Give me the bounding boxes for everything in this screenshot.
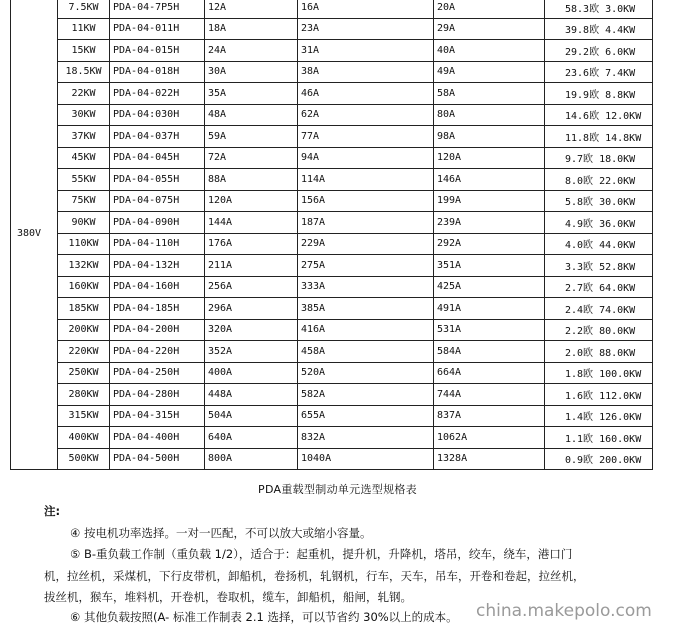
current-2-cell: 416A bbox=[298, 319, 434, 341]
current-1-cell: 176A bbox=[205, 233, 298, 255]
current-1-cell: 48A bbox=[205, 104, 298, 126]
power-cell: 11KW bbox=[58, 18, 110, 40]
current-2-cell: 520A bbox=[298, 362, 434, 384]
current-2-cell: 832A bbox=[298, 427, 434, 449]
current-3-cell: 837A bbox=[434, 405, 545, 427]
current-3-cell: 584A bbox=[434, 341, 545, 363]
resistor-cell: 8.0欧 22.0KW bbox=[545, 169, 653, 191]
power-cell: 315KW bbox=[58, 405, 110, 427]
current-1-cell: 320A bbox=[205, 319, 298, 341]
model-cell: PDA-04:030H bbox=[110, 104, 205, 126]
power-cell: 90KW bbox=[58, 212, 110, 234]
resistor-cell: 11.8欧 14.8KW bbox=[545, 126, 653, 148]
model-cell: PDA-04-220H bbox=[110, 341, 205, 363]
model-cell: PDA-04-132H bbox=[110, 255, 205, 277]
model-cell: PDA-04-400H bbox=[110, 427, 205, 449]
resistor-cell: 19.9欧 8.8KW bbox=[545, 83, 653, 105]
model-cell: PDA-04-037H bbox=[110, 126, 205, 148]
model-cell: PDA-04-022H bbox=[110, 83, 205, 105]
table-row bbox=[11, 190, 653, 212]
model-cell: PDA-04-075H bbox=[110, 190, 205, 212]
voltage-cell: 380V bbox=[11, 0, 58, 470]
table-row bbox=[11, 255, 653, 277]
current-2-cell: 46A bbox=[298, 83, 434, 105]
model-cell: PDA-04-7P5H bbox=[110, 0, 205, 18]
power-cell: 185KW bbox=[58, 298, 110, 320]
power-cell: 132KW bbox=[58, 255, 110, 277]
table-row bbox=[11, 233, 653, 255]
current-1-cell: 88A bbox=[205, 169, 298, 191]
current-3-cell: 20A bbox=[434, 0, 545, 18]
current-2-cell: 385A bbox=[298, 298, 434, 320]
note-item-3: ⑥ 其他负载按照(A- 标准工作制表 2.1 选择，可以节省约 30%以上的成本。 bbox=[70, 610, 458, 624]
resistor-cell: 14.6欧 12.0KW bbox=[545, 104, 653, 126]
current-2-cell: 16A bbox=[298, 0, 434, 18]
current-3-cell: 491A bbox=[434, 298, 545, 320]
table-row bbox=[11, 18, 653, 40]
resistor-cell: 9.7欧 18.0KW bbox=[545, 147, 653, 169]
table-row bbox=[11, 83, 653, 105]
table-row bbox=[11, 427, 653, 449]
resistor-cell: 3.3欧 52.8KW bbox=[545, 255, 653, 277]
resistor-cell: 58.3欧 3.0KW bbox=[545, 0, 653, 18]
current-3-cell: 98A bbox=[434, 126, 545, 148]
table-row bbox=[11, 362, 653, 384]
resistor-cell: 5.8欧 30.0KW bbox=[545, 190, 653, 212]
current-1-cell: 144A bbox=[205, 212, 298, 234]
resistor-cell: 2.2欧 80.0KW bbox=[545, 319, 653, 341]
model-cell: PDA-04-250H bbox=[110, 362, 205, 384]
resistor-cell: 2.4欧 74.0KW bbox=[545, 298, 653, 320]
note-item-2-cont-1: 机，拉丝机，采煤机，下行皮带机，卸船机，卷扬机，轧钢机，行车，天车，吊车，开卷和卷起，拉丝机， bbox=[44, 569, 585, 583]
current-3-cell: 531A bbox=[434, 319, 545, 341]
current-2-cell: 655A bbox=[298, 405, 434, 427]
note-item-2: ⑤ B-重负载工作制（重负载 1/2），适合于：起重机，提升机，升降机，塔吊，绞车，绕车，港口门 bbox=[70, 547, 573, 561]
current-3-cell: 29A bbox=[434, 18, 545, 40]
spec-table bbox=[10, 0, 653, 470]
current-1-cell: 18A bbox=[205, 18, 298, 40]
current-1-cell: 12A bbox=[205, 0, 298, 18]
power-cell: 160KW bbox=[58, 276, 110, 298]
current-3-cell: 351A bbox=[434, 255, 545, 277]
current-1-cell: 400A bbox=[205, 362, 298, 384]
resistor-cell: 4.9欧 36.0KW bbox=[545, 212, 653, 234]
current-3-cell: 40A bbox=[434, 40, 545, 62]
power-cell: 200KW bbox=[58, 319, 110, 341]
model-cell: PDA-04-185H bbox=[110, 298, 205, 320]
current-1-cell: 35A bbox=[205, 83, 298, 105]
current-2-cell: 275A bbox=[298, 255, 434, 277]
note-item-2-cont-2: 拔丝机，猴车，堆料机，开卷机，卷取机，缆车，卸船机，船闸，轧钢。 bbox=[44, 590, 412, 604]
current-2-cell: 31A bbox=[298, 40, 434, 62]
table-row bbox=[11, 405, 653, 427]
current-3-cell: 292A bbox=[434, 233, 545, 255]
current-1-cell: 120A bbox=[205, 190, 298, 212]
model-cell: PDA-04-090H bbox=[110, 212, 205, 234]
current-2-cell: 458A bbox=[298, 341, 434, 363]
resistor-cell: 4.0欧 44.0KW bbox=[545, 233, 653, 255]
current-2-cell: 38A bbox=[298, 61, 434, 83]
model-cell: PDA-04-160H bbox=[110, 276, 205, 298]
current-2-cell: 333A bbox=[298, 276, 434, 298]
resistor-cell: 0.9欧 200.0KW bbox=[545, 448, 653, 470]
current-1-cell: 352A bbox=[205, 341, 298, 363]
power-cell: 37KW bbox=[58, 126, 110, 148]
current-3-cell: 120A bbox=[434, 147, 545, 169]
current-3-cell: 80A bbox=[434, 104, 545, 126]
power-cell: 45KW bbox=[58, 147, 110, 169]
current-3-cell: 199A bbox=[434, 190, 545, 212]
table-row bbox=[11, 276, 653, 298]
power-cell: 220KW bbox=[58, 341, 110, 363]
current-1-cell: 640A bbox=[205, 427, 298, 449]
power-cell: 250KW bbox=[58, 362, 110, 384]
table-row bbox=[11, 341, 653, 363]
table-row bbox=[11, 147, 653, 169]
power-cell: 500KW bbox=[58, 448, 110, 470]
model-cell: PDA-04-015H bbox=[110, 40, 205, 62]
power-cell: 110KW bbox=[58, 233, 110, 255]
current-1-cell: 504A bbox=[205, 405, 298, 427]
power-cell: 30KW bbox=[58, 104, 110, 126]
model-cell: PDA-04-500H bbox=[110, 448, 205, 470]
table-row bbox=[11, 384, 653, 406]
note-item-1: ④ 按电机功率选择。一对一匹配，不可以放大或缩小容量。 bbox=[70, 526, 372, 540]
table-row bbox=[11, 298, 653, 320]
current-2-cell: 114A bbox=[298, 169, 434, 191]
current-3-cell: 146A bbox=[434, 169, 545, 191]
resistor-cell: 1.6欧 112.0KW bbox=[545, 384, 653, 406]
current-3-cell: 425A bbox=[434, 276, 545, 298]
current-2-cell: 1040A bbox=[298, 448, 434, 470]
power-cell: 75KW bbox=[58, 190, 110, 212]
current-1-cell: 59A bbox=[205, 126, 298, 148]
current-3-cell: 49A bbox=[434, 61, 545, 83]
model-cell: PDA-04-018H bbox=[110, 61, 205, 83]
power-cell: 55KW bbox=[58, 169, 110, 191]
current-2-cell: 62A bbox=[298, 104, 434, 126]
notes-label: 注: bbox=[44, 504, 61, 518]
current-3-cell: 58A bbox=[434, 83, 545, 105]
resistor-cell: 2.0欧 88.0KW bbox=[545, 341, 653, 363]
model-cell: PDA-04-280H bbox=[110, 384, 205, 406]
resistor-cell: 1.4欧 126.0KW bbox=[545, 405, 653, 427]
table-row bbox=[11, 0, 653, 18]
current-2-cell: 23A bbox=[298, 18, 434, 40]
current-2-cell: 94A bbox=[298, 147, 434, 169]
power-cell: 18.5KW bbox=[58, 61, 110, 83]
power-cell: 22KW bbox=[58, 83, 110, 105]
table-row bbox=[11, 40, 653, 62]
current-3-cell: 239A bbox=[434, 212, 545, 234]
watermark: china.makepolo.com bbox=[476, 601, 652, 621]
current-3-cell: 1328A bbox=[434, 448, 545, 470]
current-2-cell: 77A bbox=[298, 126, 434, 148]
current-2-cell: 187A bbox=[298, 212, 434, 234]
current-1-cell: 30A bbox=[205, 61, 298, 83]
current-1-cell: 24A bbox=[205, 40, 298, 62]
table-row bbox=[11, 169, 653, 191]
resistor-cell: 1.1欧 160.0KW bbox=[545, 427, 653, 449]
current-2-cell: 582A bbox=[298, 384, 434, 406]
power-cell: 400KW bbox=[58, 427, 110, 449]
table-row bbox=[11, 212, 653, 234]
resistor-cell: 1.8欧 100.0KW bbox=[545, 362, 653, 384]
table-row bbox=[11, 448, 653, 470]
current-2-cell: 229A bbox=[298, 233, 434, 255]
resistor-cell: 29.2欧 6.0KW bbox=[545, 40, 653, 62]
model-cell: PDA-04-045H bbox=[110, 147, 205, 169]
table-row bbox=[11, 319, 653, 341]
current-1-cell: 72A bbox=[205, 147, 298, 169]
current-1-cell: 211A bbox=[205, 255, 298, 277]
table-row bbox=[11, 126, 653, 148]
table-row bbox=[11, 104, 653, 126]
model-cell: PDA-04-200H bbox=[110, 319, 205, 341]
resistor-cell: 39.8欧 4.4KW bbox=[545, 18, 653, 40]
model-cell: PDA-04-055H bbox=[110, 169, 205, 191]
current-3-cell: 1062A bbox=[434, 427, 545, 449]
current-1-cell: 296A bbox=[205, 298, 298, 320]
table-caption: PDA重载型制动单元选型规格表 bbox=[258, 483, 417, 496]
current-2-cell: 156A bbox=[298, 190, 434, 212]
current-3-cell: 664A bbox=[434, 362, 545, 384]
current-1-cell: 448A bbox=[205, 384, 298, 406]
power-cell: 15KW bbox=[58, 40, 110, 62]
table-row bbox=[11, 61, 653, 83]
current-1-cell: 800A bbox=[205, 448, 298, 470]
model-cell: PDA-04-315H bbox=[110, 405, 205, 427]
resistor-cell: 2.7欧 64.0KW bbox=[545, 276, 653, 298]
power-cell: 7.5KW bbox=[58, 0, 110, 18]
model-cell: PDA-04-110H bbox=[110, 233, 205, 255]
resistor-cell: 23.6欧 7.4KW bbox=[545, 61, 653, 83]
power-cell: 280KW bbox=[58, 384, 110, 406]
current-3-cell: 744A bbox=[434, 384, 545, 406]
model-cell: PDA-04-011H bbox=[110, 18, 205, 40]
current-1-cell: 256A bbox=[205, 276, 298, 298]
